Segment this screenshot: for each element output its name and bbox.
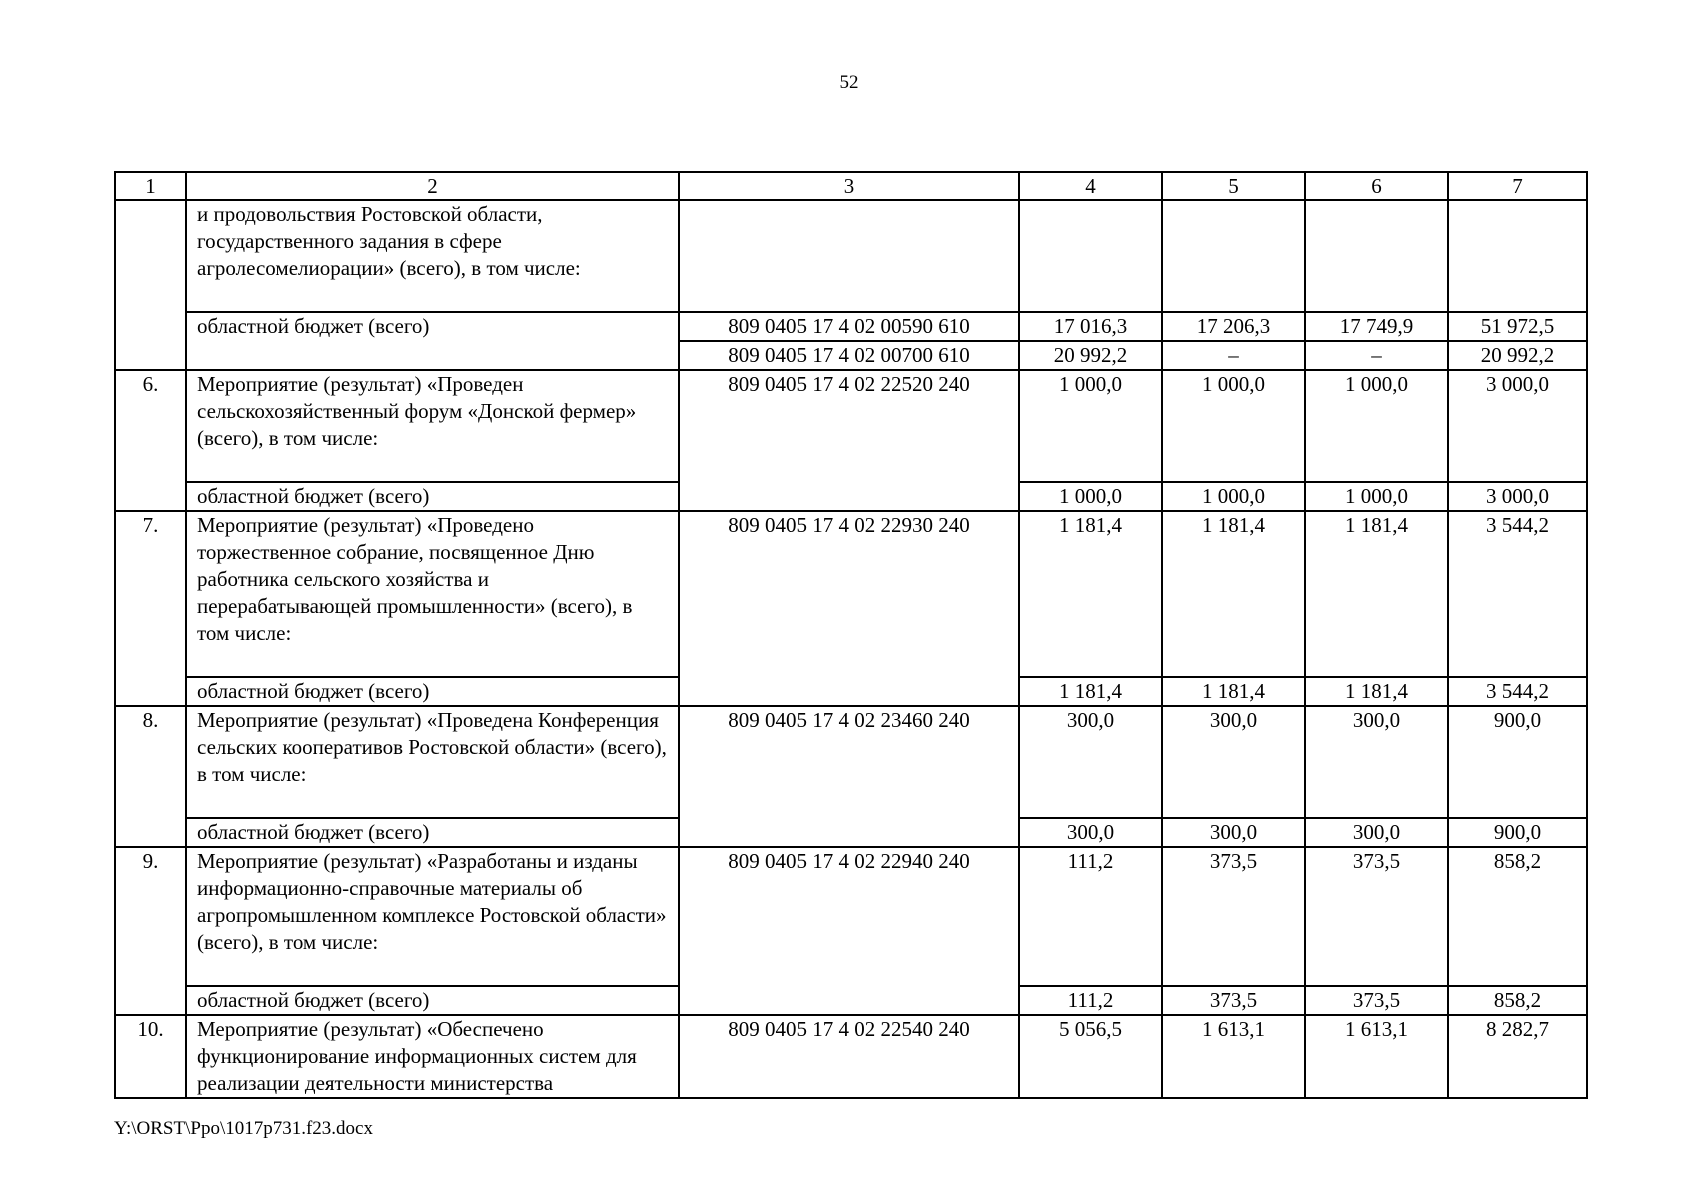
item-description: Мероприятие (результат) «Проведена Конференция сельских кооперативов Ростовской области» (всего), в том числе:: [186, 706, 679, 818]
value-col-7: 20 992,2: [1448, 341, 1587, 370]
row-number: [115, 200, 186, 370]
item-description: Мероприятие (результат) «Обеспечено функционирование информационных систем для реализации деятельности министерства: [186, 1015, 679, 1098]
budget-code: 809 0405 17 4 02 22520 240: [679, 370, 1019, 511]
value-col-7: 900,0: [1448, 706, 1587, 818]
value-col-6: 1 000,0: [1305, 370, 1448, 482]
value-col-4: 20 992,2: [1019, 341, 1162, 370]
budget-code: 809 0405 17 4 02 00700 610: [679, 341, 1019, 370]
sub-value-col-7: 858,2: [1448, 986, 1587, 1015]
item-description: и продовольствия Ростовской области, государственного задания в сфере агролесомелиорации» (всего), в том числе:: [186, 200, 679, 312]
budget-code: 809 0405 17 4 02 22940 240: [679, 847, 1019, 1015]
value-col-7: 3 544,2: [1448, 511, 1587, 677]
header-cell-2: 2: [186, 172, 679, 200]
table-row: [115, 511, 1587, 677]
budget-table: [114, 171, 1588, 1099]
table-row: [115, 706, 1587, 818]
header-cell-3: 3: [679, 172, 1019, 200]
value-col-7: 8 282,7: [1448, 1015, 1587, 1098]
value-col-4: 111,2: [1019, 847, 1162, 986]
value-col-5: 373,5: [1162, 847, 1305, 986]
sub-label: областной бюджет (всего): [186, 986, 679, 1015]
sub-value-col-4: 1 181,4: [1019, 677, 1162, 706]
value-col-6: 1 181,4: [1305, 511, 1448, 677]
value-col-4: 17 016,3: [1019, 312, 1162, 341]
item-description: Мероприятие (результат) «Проведен сельскохозяйственный форум «Донской фермер» (всего), в том числе:: [186, 370, 679, 482]
sub-label: областной бюджет (всего): [186, 482, 679, 511]
row-number: 8.: [115, 706, 186, 847]
value-col-7: 3 000,0: [1448, 370, 1587, 482]
value-col-6: 300,0: [1305, 706, 1448, 818]
value-col-4: 5 056,5: [1019, 1015, 1162, 1098]
value-col-6: 373,5: [1305, 847, 1448, 986]
page-number: 52: [839, 72, 859, 93]
file-path-footer: Y:\ORST\Ppo\1017p731.f23.docx: [114, 1118, 373, 1139]
value-col-5: –: [1162, 341, 1305, 370]
value-col-4: 1 181,4: [1019, 511, 1162, 677]
sub-value-col-7: 3 000,0: [1448, 482, 1587, 511]
item-description: Мероприятие (результат) «Проведено торжественное собрание, посвященное Дню работника сельского хозяйства и перерабатывающей промышленности» (всего), в том числе:: [186, 511, 679, 677]
table-row: [115, 370, 1587, 482]
header-cell-4: 4: [1019, 172, 1162, 200]
row-number: 6.: [115, 370, 186, 511]
item-description: Мероприятие (результат) «Разработаны и изданы информационно-справочные материалы об агропромышленном комплексе Ростовской области» (всего), в том числе:: [186, 847, 679, 986]
sub-value-col-5: 1 000,0: [1162, 482, 1305, 511]
value-col-4: 300,0: [1019, 706, 1162, 818]
table-row: [115, 847, 1587, 986]
value-col-7: 51 972,5: [1448, 312, 1587, 341]
row-number: 7.: [115, 511, 186, 706]
sub-value-col-5: 373,5: [1162, 986, 1305, 1015]
sub-value-col-6: 1 181,4: [1305, 677, 1448, 706]
sub-label: областной бюджет (всего): [186, 312, 679, 370]
value-col-5: 300,0: [1162, 706, 1305, 818]
value-col-5: 1 181,4: [1162, 511, 1305, 677]
value-col-6: 17 749,9: [1305, 312, 1448, 341]
sub-value-col-6: 300,0: [1305, 818, 1448, 847]
header-cell-1: 1: [115, 172, 186, 200]
value-col-6: –: [1305, 341, 1448, 370]
sub-value-col-7: 3 544,2: [1448, 677, 1587, 706]
table-row: [115, 1015, 1587, 1098]
header-cell-5: 5: [1162, 172, 1305, 200]
sub-value-col-5: 1 181,4: [1162, 677, 1305, 706]
sub-label: областной бюджет (всего): [186, 677, 679, 706]
row-number: 10.: [115, 1015, 186, 1098]
budget-code: 809 0405 17 4 02 00590 610: [679, 312, 1019, 341]
header-row: [115, 172, 1587, 200]
table-row: [115, 312, 1587, 341]
budget-code: 809 0405 17 4 02 23460 240: [679, 706, 1019, 847]
header-cell-6: 6: [1305, 172, 1448, 200]
budget-code: [679, 200, 1019, 312]
budget-code: 809 0405 17 4 02 22540 240: [679, 1015, 1019, 1098]
sub-value-col-5: 300,0: [1162, 818, 1305, 847]
sub-label: областной бюджет (всего): [186, 818, 679, 847]
row-number: 9.: [115, 847, 186, 1015]
sub-value-col-4: 111,2: [1019, 986, 1162, 1015]
value-col-5: 1 613,1: [1162, 1015, 1305, 1098]
sub-value-col-6: 373,5: [1305, 986, 1448, 1015]
value-col-6: 1 613,1: [1305, 1015, 1448, 1098]
sub-value-col-4: 300,0: [1019, 818, 1162, 847]
value-col-4: 1 000,0: [1019, 370, 1162, 482]
table-row: [115, 200, 1587, 312]
value-col-5: 17 206,3: [1162, 312, 1305, 341]
header-cell-7: 7: [1448, 172, 1587, 200]
sub-value-col-6: 1 000,0: [1305, 482, 1448, 511]
sub-value-col-7: 900,0: [1448, 818, 1587, 847]
value-col-5: 1 000,0: [1162, 370, 1305, 482]
budget-code: 809 0405 17 4 02 22930 240: [679, 511, 1019, 706]
sub-value-col-4: 1 000,0: [1019, 482, 1162, 511]
value-col-7: 858,2: [1448, 847, 1587, 986]
